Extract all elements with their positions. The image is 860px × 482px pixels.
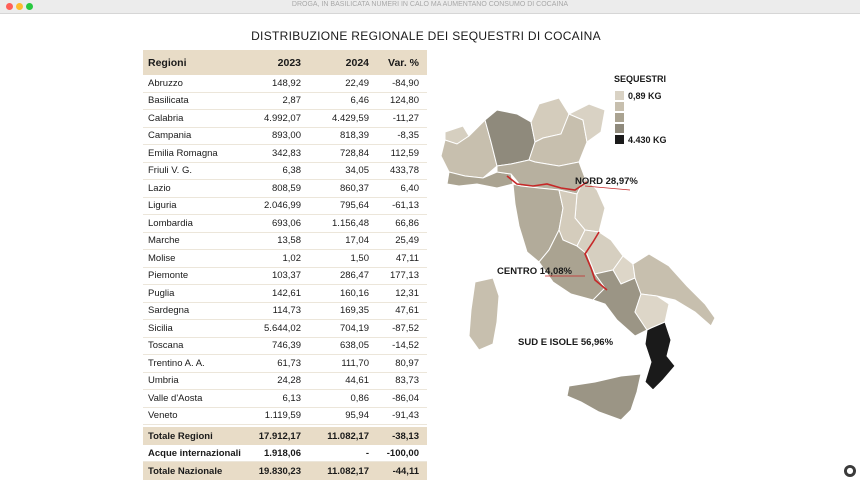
- italy-map: [435, 90, 720, 425]
- table-cell: Lazio: [148, 182, 171, 194]
- window-title: DROGA, IN BASILICATA NUMERI IN CALO MA AUMENTANO CONSUMO DI COCAINA: [291, 1, 569, 8]
- table-cell: 4.992,07: [264, 112, 301, 124]
- table-cell: 286,47: [339, 270, 369, 282]
- table-cell: 342,83: [271, 147, 301, 159]
- table-cell: Piemonte: [148, 270, 189, 282]
- table-cell: 177,13: [389, 270, 419, 282]
- table-cell: 4.429,59: [332, 112, 369, 124]
- table-cell: 1,50: [350, 252, 369, 264]
- table-cell: Totale Nazionale: [148, 465, 223, 477]
- table-cell: 11.082,17: [327, 430, 369, 442]
- header-2024: 2024: [345, 56, 369, 69]
- region-sardegna: [469, 278, 499, 350]
- table-cell: Toscana: [148, 340, 184, 352]
- table-cell: Trentino A. A.: [148, 357, 205, 369]
- table-row: [143, 373, 427, 391]
- table-cell: 5.644,02: [264, 322, 301, 334]
- table-cell: -100,00: [386, 447, 419, 459]
- centro-label: CENTRO 14,08%: [497, 266, 572, 277]
- sud-label: SUD E ISOLE 56,96%: [518, 337, 614, 348]
- table-cell: 808,59: [271, 182, 301, 194]
- table-cell: 148,92: [271, 77, 301, 89]
- table-cell: 17.912,17: [258, 430, 301, 442]
- table-cell: 114,73: [272, 305, 301, 317]
- table-cell: 80,97: [395, 357, 419, 369]
- table-header-row: [143, 50, 427, 75]
- table-cell: 818,39: [339, 130, 369, 142]
- totale-regioni-row: [143, 427, 427, 445]
- table-cell: 44,61: [345, 375, 369, 387]
- table-cell: 12,31: [395, 287, 419, 299]
- table-row: [143, 128, 427, 146]
- table-row: [143, 285, 427, 303]
- table-cell: 433,78: [389, 165, 419, 177]
- table-cell: 34,05: [345, 165, 369, 177]
- table-cell: 638,05: [339, 340, 369, 352]
- legend-max-label: 4.430 KG: [628, 135, 667, 145]
- table-cell: Sardegna: [148, 305, 190, 317]
- table-cell: -91,43: [392, 410, 419, 422]
- table-cell: 746,39: [271, 340, 301, 352]
- table-cell: 83,73: [395, 375, 419, 387]
- table-row: [143, 303, 427, 321]
- regional-table: [143, 50, 427, 480]
- table-cell: 66,86: [395, 217, 419, 229]
- page-title: DISTRIBUZIONE REGIONALE DEI SEQUESTRI DI COCAINA: [251, 29, 601, 43]
- table-cell: Basilicata: [148, 95, 189, 107]
- header-var: Var. %: [388, 56, 419, 69]
- header-regioni: Regioni: [148, 56, 187, 69]
- table-cell: -38,13: [392, 430, 419, 442]
- table-cell: Sicilia: [148, 322, 173, 334]
- table-cell: 6,38: [282, 165, 301, 177]
- table-cell: Valle d'Aosta: [148, 392, 203, 404]
- table-cell: 47,61: [395, 305, 419, 317]
- acque-internazionali-row: [143, 445, 427, 462]
- table-cell: 19.830,23: [258, 465, 301, 477]
- table-cell: Campania: [148, 130, 192, 142]
- table-row: [143, 180, 427, 198]
- table-cell: 6,40: [400, 182, 419, 194]
- table-cell: 11.082,17: [327, 465, 369, 477]
- table-cell: Liguria: [148, 200, 177, 212]
- table-row: [143, 110, 427, 128]
- table-cell: 1,02: [282, 252, 301, 264]
- table-cell: Veneto: [148, 410, 178, 422]
- table-cell: 795,64: [339, 200, 369, 212]
- table-cell: Abruzzo: [148, 77, 183, 89]
- table-cell: -86,04: [392, 392, 419, 404]
- table-cell: 103,37: [271, 270, 301, 282]
- region-calabria: [645, 322, 675, 390]
- table-cell: Friuli V. G.: [148, 165, 192, 177]
- table-cell: 1.156,48: [332, 217, 369, 229]
- table-row: [143, 215, 427, 233]
- table-row: [143, 355, 427, 373]
- region-sicilia: [567, 374, 641, 420]
- table-row: [143, 198, 427, 216]
- table-row: [143, 338, 427, 356]
- table-body: [143, 75, 427, 425]
- table-cell: -8,35: [397, 130, 419, 142]
- table-cell: -11,27: [392, 112, 419, 124]
- table-cell: 124,80: [389, 95, 419, 107]
- table-cell: -61,13: [392, 200, 419, 212]
- table-cell: Calabria: [148, 112, 184, 124]
- table-cell: 704,19: [339, 322, 369, 334]
- table-cell: 0,86: [350, 392, 369, 404]
- table-row: [143, 268, 427, 286]
- table-cell: 860,37: [339, 182, 369, 194]
- table-cell: 6,13: [282, 392, 301, 404]
- table-row: [143, 233, 427, 251]
- header-2023: 2023: [277, 56, 301, 69]
- table-cell: 95,94: [345, 410, 369, 422]
- table-cell: 47,11: [395, 252, 419, 264]
- table-row: [143, 145, 427, 163]
- table-cell: 22,49: [345, 77, 369, 89]
- table-row: [143, 408, 427, 426]
- table-cell: -87,52: [392, 322, 419, 334]
- table-row: [143, 250, 427, 268]
- table-cell: 13,58: [277, 235, 301, 247]
- table-cell: Lombardia: [148, 217, 193, 229]
- table-row: [143, 390, 427, 408]
- chat-bubble-icon[interactable]: ●: [844, 465, 856, 477]
- nord-label: NORD 28,97%: [575, 176, 638, 187]
- table-cell: Acque internazionali: [148, 447, 241, 459]
- table-cell: -84,90: [392, 77, 419, 89]
- table-cell: 1.119,59: [264, 410, 301, 422]
- table-cell: 169,35: [339, 305, 369, 317]
- window-titlebar: [0, 0, 860, 14]
- legend-min-label: 0,89 KG: [628, 91, 662, 101]
- table-cell: -44,11: [392, 465, 419, 477]
- table-cell: 160,16: [339, 287, 369, 299]
- table-cell: -14,52: [392, 340, 419, 352]
- legend-title: SEQUESTRI: [614, 74, 667, 84]
- totale-nazionale-row: [143, 462, 427, 480]
- table-cell: 893,00: [271, 130, 301, 142]
- table-cell: 111,70: [341, 357, 369, 369]
- table-cell: Puglia: [148, 287, 175, 299]
- table-row: [143, 93, 427, 111]
- table-cell: 112,59: [390, 147, 419, 159]
- table-cell: 728,84: [339, 147, 369, 159]
- table-cell: 24,28: [277, 375, 301, 387]
- table-cell: -: [365, 447, 369, 459]
- table-cell: 6,46: [350, 95, 369, 107]
- table-cell: Molise: [148, 252, 176, 264]
- table-cell: Marche: [148, 235, 180, 247]
- table-cell: 25,49: [395, 235, 419, 247]
- table-cell: 2.046,99: [264, 200, 301, 212]
- table-cell: Emilia Romagna: [148, 147, 218, 159]
- table-cell: Totale Regioni: [148, 430, 213, 442]
- table-cell: 142,61: [271, 287, 301, 299]
- table-cell: 61,73: [277, 357, 301, 369]
- table-cell: 2,87: [282, 95, 301, 107]
- table-cell: 1.918,06: [264, 447, 301, 459]
- table-row: [143, 320, 427, 338]
- table-cell: 693,06: [271, 217, 301, 229]
- table-cell: Umbria: [148, 375, 179, 387]
- table-cell: 17,04: [345, 235, 369, 247]
- table-row: [143, 163, 427, 181]
- table-row: [143, 75, 427, 93]
